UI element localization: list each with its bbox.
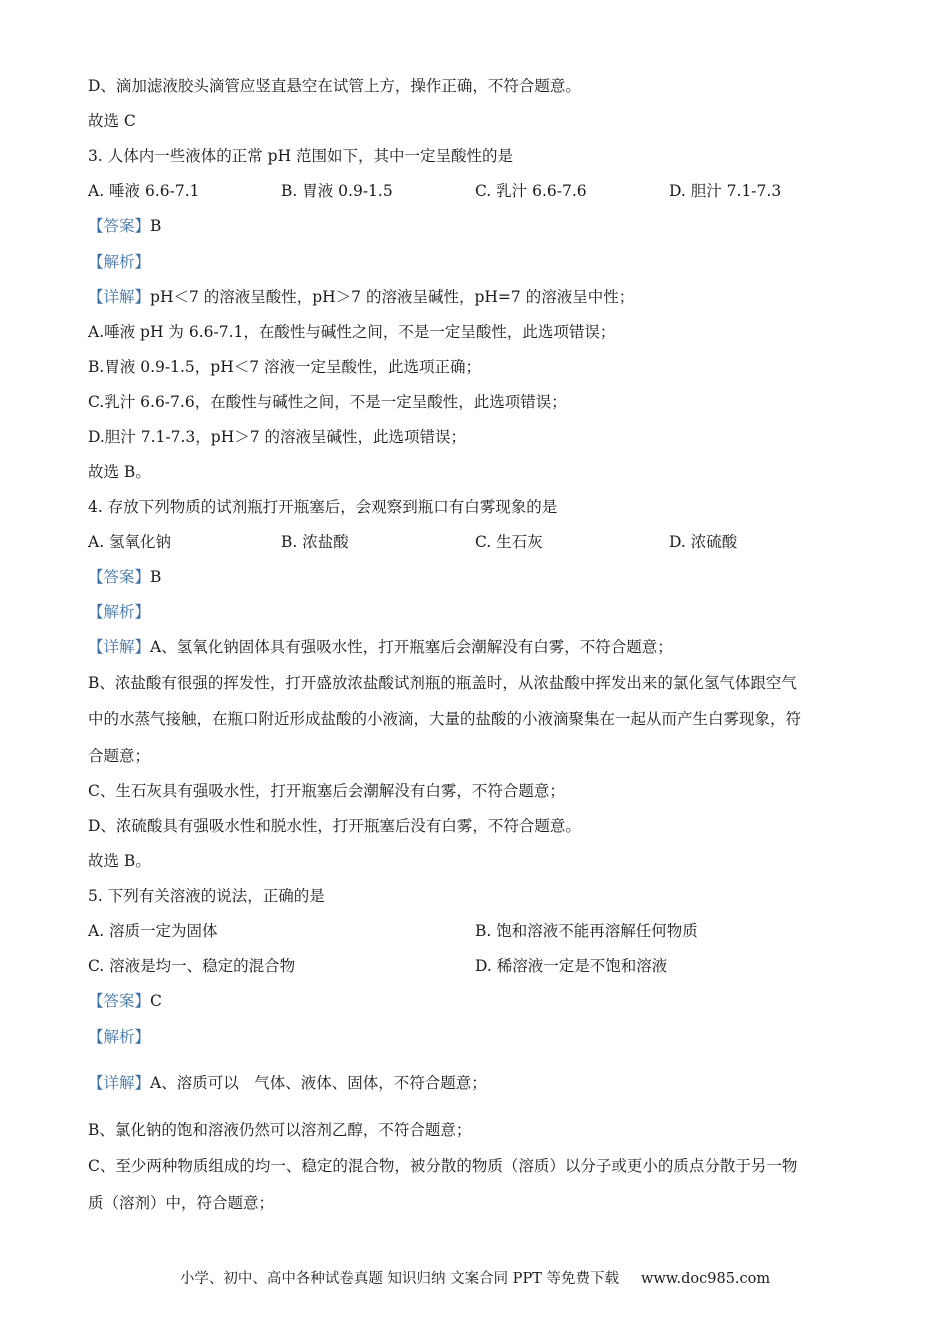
text-line: 合题意； (88, 747, 151, 765)
answer-value: B (150, 217, 162, 235)
q4-answer (88, 567, 161, 587)
text-line: 质（溶剂）中，符合题意； (88, 1194, 275, 1212)
q4-option-a: A. 氢氧化钠 (88, 533, 172, 551)
q3-detail (88, 287, 634, 307)
text-line: C.乳汁 6.6-7.6，在酸性与碱性之间，不是一定呈酸性，此选项错误； (88, 393, 567, 411)
answer-tag: 【答案】 (88, 568, 151, 586)
q4-analysis-tag: 【解析】 (88, 603, 151, 621)
q4-option-c: C. 生石灰 (475, 533, 543, 551)
text-line: D、浓硫酸具有强吸水性和脱水性，打开瓶塞后没有白雾，不符合题意。 (88, 817, 581, 835)
q5-detail (88, 1073, 487, 1093)
text-line: C、生石灰具有强吸水性，打开瓶塞后会潮解没有白雾，不符合题意； (88, 782, 565, 800)
text-line: 故选 B。 (88, 463, 151, 481)
q5-option-c: C. 溶液是均一、稳定的混合物 (88, 957, 296, 975)
q4-detail (88, 637, 673, 657)
q3-option-c: C. 乳汁 6.6-7.6 (475, 182, 587, 200)
question-3: 3. 人体内一些液体的正常 pH 范围如下，其中一定呈酸性的是 (88, 147, 514, 165)
detail-tag: 【详解】 (88, 288, 151, 306)
text-line: B、氯化钠的饱和溶液仍然可以溶剂乙醇，不符合题意； (88, 1121, 472, 1139)
q3-option-a: A. 唾液 6.6-7.1 (88, 182, 200, 200)
text-line: C、至少两种物质组成的均一、稳定的混合物，被分散的物质（溶质）以分子或更小的质点分散于另一物 (88, 1157, 798, 1175)
text-line: 故选 C (88, 112, 136, 130)
text-line: B、浓盐酸有很强的挥发性，打开盛放浓盐酸试剂瓶的瓶盖时，从浓盐酸中挥发出来的氯化氢气体跟空气 (88, 674, 797, 692)
q5-analysis-tag: 【解析】 (88, 1028, 151, 1046)
text-line: A.唾液 pH 为 6.6-7.1，在酸性与碱性之间，不是一定呈酸性，此选项错误； (88, 323, 616, 341)
detail-text: A、溶质可以 气体、液体、固体，不符合题意； (150, 1074, 487, 1092)
text-line: B.胃液 0.9-1.5，pH＜7 溶液一定呈酸性，此选项正确； (88, 358, 482, 376)
question-5: 5. 下列有关溶液的说法，正确的是 (88, 887, 325, 905)
text-line: 中的水蒸气接触，在瓶口附近形成盐酸的小液滴，大量的盐酸的小液滴聚集在一起从而产生白雾现象，符 (88, 710, 802, 728)
q5-option-d: D. 稀溶液一定是不饱和溶液 (475, 957, 668, 975)
q4-option-d: D. 浓硫酸 (669, 533, 738, 551)
footer-text: 小学、初中、高中各种试卷真题 知识归纳 文案合同 PPT 等免费下载 (179, 1271, 619, 1287)
q3-analysis-tag: 【解析】 (88, 253, 151, 271)
q5-option-a: A. 溶质一定为固体 (88, 922, 218, 940)
detail-tag: 【详解】 (88, 638, 151, 656)
detail-text: pH＜7 的溶液呈酸性，pH＞7 的溶液呈碱性，pH=7 的溶液呈中性； (150, 288, 635, 306)
footer-url[interactable]: www.doc985.com (640, 1271, 771, 1287)
detail-tag: 【详解】 (88, 1074, 151, 1092)
question-4: 4. 存放下列物质的试剂瓶打开瓶塞后，会观察到瓶口有白雾现象的是 (88, 498, 558, 516)
answer-tag: 【答案】 (88, 217, 151, 235)
answer-value: C (150, 992, 162, 1010)
answer-tag: 【答案】 (88, 992, 151, 1010)
q5-option-b: B. 饱和溶液不能再溶解任何物质 (475, 922, 698, 940)
q4-option-b: B. 浓盐酸 (281, 533, 349, 551)
page-footer (0, 1269, 950, 1289)
answer-value: B (150, 568, 162, 586)
q3-option-b: B. 胃液 0.9-1.5 (281, 182, 393, 200)
text-line: D、滴加滤液胶头滴管应竖直悬空在试管上方，操作正确，不符合题意。 (88, 77, 581, 95)
text-line: 故选 B。 (88, 852, 151, 870)
q5-answer (88, 991, 162, 1011)
q3-answer (88, 216, 161, 236)
text-line: D.胆汁 7.1-7.3，pH＞7 的溶液呈碱性，此选项错误； (88, 428, 466, 446)
q3-option-d: D. 胆汁 7.1-7.3 (669, 182, 782, 200)
detail-text: A、氢氧化钠固体具有强吸水性，打开瓶塞后会潮解没有白雾，不符合题意； (150, 638, 673, 656)
